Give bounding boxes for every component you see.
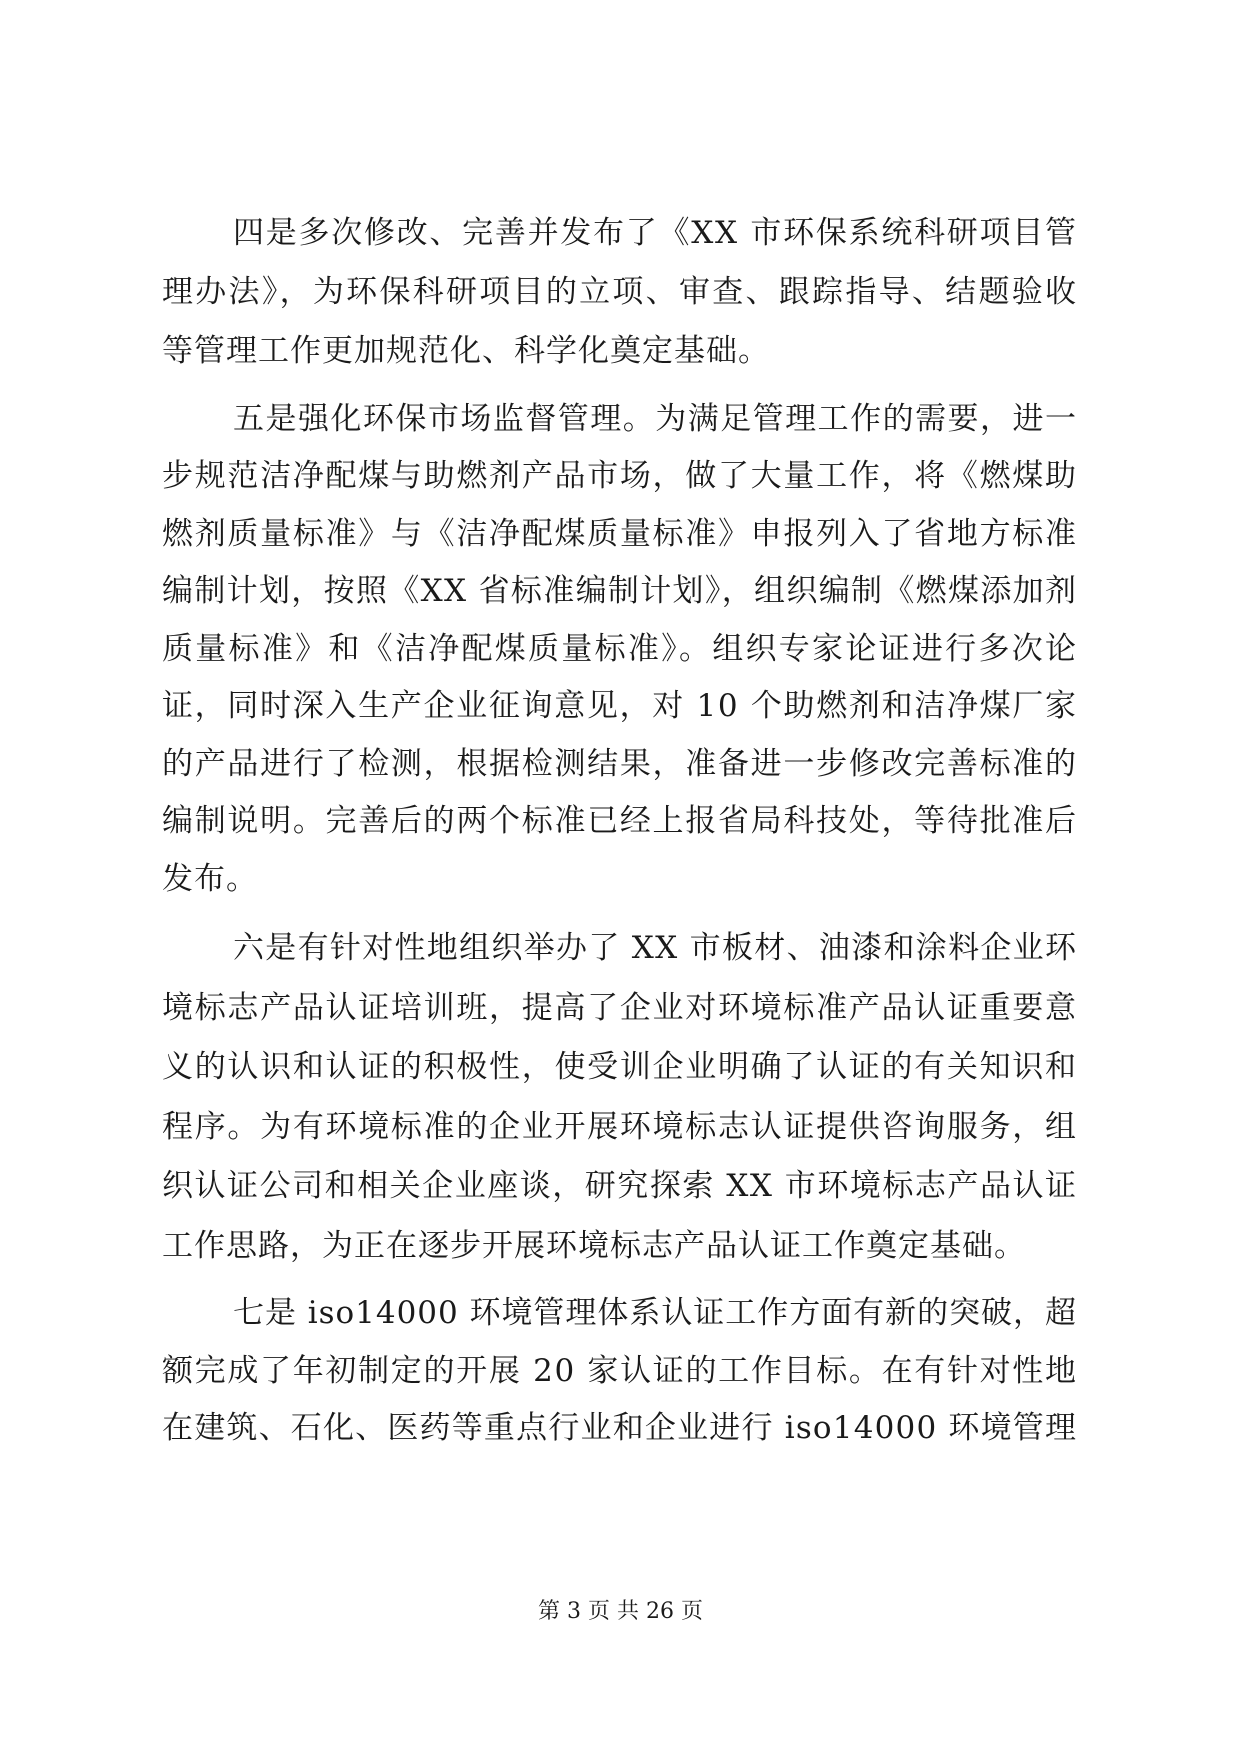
text-line-content: 四是多次修改、完善并发布了《XX 市环保系统科研项目管 — [233, 215, 1078, 251]
text-line-content: 等管理工作更加规范化、科学化奠定基础。 — [162, 333, 770, 369]
text-line — [0, 1283, 1241, 1343]
text-line — [0, 978, 1241, 1038]
text-line — [0, 1341, 1241, 1401]
text-line-content: 六是有针对性地组织举办了 XX 市板材、油漆和涂料企业环 — [233, 930, 1078, 966]
text-line — [0, 791, 1241, 851]
text-line — [0, 1037, 1241, 1097]
text-line — [0, 918, 1241, 978]
text-line — [0, 446, 1241, 506]
text-line — [0, 1156, 1241, 1216]
text-line-content: 的产品进行了检测，根据检测结果，准备进一步修改完善标准的 — [162, 746, 1078, 782]
text-line — [0, 1216, 1241, 1276]
text-line-content: 编制计划，按照《XX 省标准编制计划》，组织编制《燃煤添加剂 — [162, 573, 1078, 609]
page-number-footer: 第 3 页 共 26 页 — [538, 1599, 703, 1624]
text-line — [0, 504, 1241, 564]
text-line-content: 编制说明。完善后的两个标准已经上报省局科技处，等待批准后 — [162, 803, 1078, 839]
text-line — [0, 262, 1241, 322]
text-line — [0, 1097, 1241, 1157]
text-line-content: 境标志产品认证培训班，提高了企业对环境标准产品认证重要意 — [162, 990, 1078, 1026]
text-line-content: 工作思路，为正在逐步开展环境标志产品认证工作奠定基础。 — [162, 1228, 1026, 1264]
text-line-content: 在建筑、石化、医药等重点行业和企业进行 iso14000 环境管理 — [162, 1410, 1078, 1446]
text-line-content: 质量标准》和《洁净配煤质量标准》。组织专家论证进行多次论 — [162, 631, 1079, 667]
text-line — [0, 561, 1241, 621]
text-line — [0, 734, 1241, 794]
text-line-content: 额完成了年初制定的开展 20 家认证的工作目标。在有针对性地 — [162, 1353, 1078, 1389]
text-line-content: 五是强化环保市场监督管理。为满足管理工作的需要，进一 — [233, 401, 1078, 437]
text-line — [0, 321, 1241, 381]
text-line-content: 义的认识和认证的积极性，使受训企业明确了认证的有关知识和 — [162, 1049, 1078, 1085]
text-line — [0, 676, 1241, 736]
text-line-content: 织认证公司和相关企业座谈，研究探索 XX 市环境标志产品认证 — [162, 1168, 1078, 1204]
text-line-content: 发布。 — [162, 861, 258, 897]
text-line-content: 证，同时深入生产企业征询意见，对 10 个助燃剂和洁净煤厂家 — [162, 688, 1078, 724]
text-line-content: 步规范洁净配煤与助燃剂产品市场，做了大量工作，将《燃煤助 — [162, 458, 1078, 494]
text-line-content: 燃剂质量标准》与《洁净配煤质量标准》申报列入了省地方标准 — [162, 516, 1078, 552]
text-line — [0, 389, 1241, 449]
text-line-content: 理办法》，为环保科研项目的立项、审查、跟踪指导、结题验收 — [162, 274, 1079, 310]
text-line — [0, 849, 1241, 909]
text-line-content: 程序。为有环境标准的企业开展环境标志认证提供咨询服务，组 — [162, 1109, 1078, 1145]
text-line — [0, 1398, 1241, 1458]
text-line-content: 七是 iso14000 环境管理体系认证工作方面有新的突破，超 — [233, 1295, 1077, 1331]
text-line — [0, 619, 1241, 679]
text-line — [0, 203, 1241, 263]
